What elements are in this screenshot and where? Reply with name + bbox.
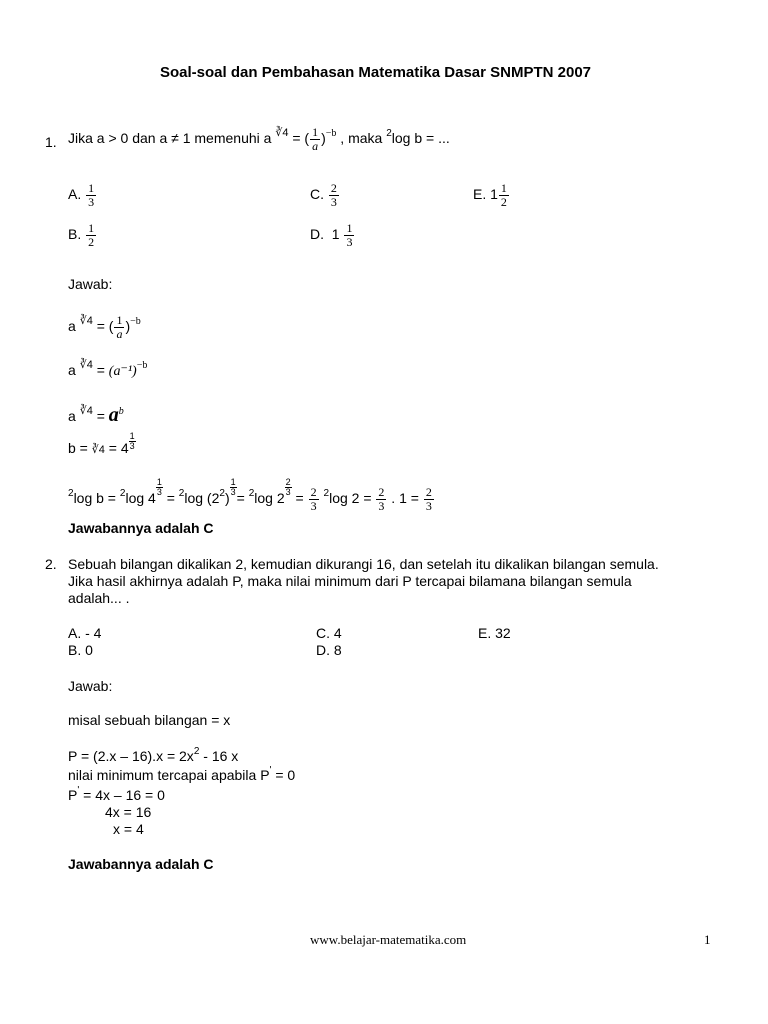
q2-line-2: Jika hasil akhirnya adalah P, maka nilai minimum dari P tercapai bilamana bilangan semula xyxy=(68,573,632,589)
q1-option-b: B. $\frac{1}{2}$ xyxy=(68,221,95,249)
q1-stem: Jika a > 0 dan a ≠ 1 memenuhi a $^{∛4}$ = ( $\frac{1}{a}$ )$^{-b}$ , maka $^2$log b = ... xyxy=(68,125,450,153)
q2-option-c: C. 4 xyxy=(316,625,342,641)
q2-number: 2. xyxy=(45,556,57,572)
q2-step-2: $P = (2.x - 16).x = 2x^2 - 16$ x xyxy=(68,746,239,764)
q1-step-5: $^2$log b = $^2$log 4 $\frac{1}{3}$ = $^2$log $(2^2)$ $\frac{1}{3}$ = $^2$log 2 $\frac{2}{3}$ = $\frac{2}{3}$ $^2$log 2 = $\frac{2}{3}$ . 1 = $\frac{2}{3}$ xyxy=(68,477,432,513)
neq-symbol: ≠ xyxy=(171,129,179,146)
q2-answer: Jawabannya adalah C xyxy=(68,856,214,872)
q2-option-b: B. 0 xyxy=(68,642,93,658)
q2-jawab-label: Jawab: xyxy=(68,678,113,694)
q1-answer: Jawabannya adalah C xyxy=(68,520,214,536)
q1-option-e: E. 1 $\frac{1}{2}$ xyxy=(473,181,507,209)
footer-page-number: 1 xyxy=(704,932,711,947)
q1-jawab-label: Jawab: xyxy=(68,276,113,292)
q2-line-1: Sebuah bilangan dikalikan 2, kemudian dikurangi 16, dan setelah itu dikalikan bilangan semula. xyxy=(68,556,659,572)
page-title: Soal-soal dan Pembahasan Matematika Dasar SNMPTN 2007 xyxy=(160,64,592,81)
q2-line-3: adalah... . xyxy=(68,590,130,606)
q1-option-a: A. $\frac{1}{3}$ xyxy=(68,181,95,209)
q2-step-4: P' = 4x – 16 = 0 xyxy=(68,785,165,803)
q1-number: 1. xyxy=(45,134,57,150)
q2-option-a: A. - 4 xyxy=(68,625,102,641)
q1-step-1: a $^{∛4}$ = ( $\frac{1}{a}$ )$^{-b}$ xyxy=(68,313,141,341)
q1-step-2: a $^{∛4} = (a^{-1})^{-b}$ xyxy=(68,359,148,379)
q2-step-5: 4x = 16 xyxy=(105,804,152,820)
footer-website: www.belajar-matematika.com xyxy=(310,932,467,947)
q1-option-d: D. 1 $\frac{1}{3}$ xyxy=(310,221,353,249)
q1-step-4: b = ∛4 = 4 $\frac{1}{3}$ xyxy=(68,431,135,456)
q2-step-6: x = 4 xyxy=(113,821,144,837)
q2-step-1: misal sebuah bilangan = x xyxy=(68,712,231,728)
q1-option-c: C. $\frac{2}{3}$ xyxy=(310,181,337,209)
q1-step-3: a $^{∛4} = a^b$ xyxy=(68,404,124,426)
q2-step-3: nilai minimum tercapai apabila P' = 0 xyxy=(68,765,296,783)
q2-option-d: D. 8 xyxy=(316,642,342,658)
q2-option-e: E. 32 xyxy=(478,625,511,641)
